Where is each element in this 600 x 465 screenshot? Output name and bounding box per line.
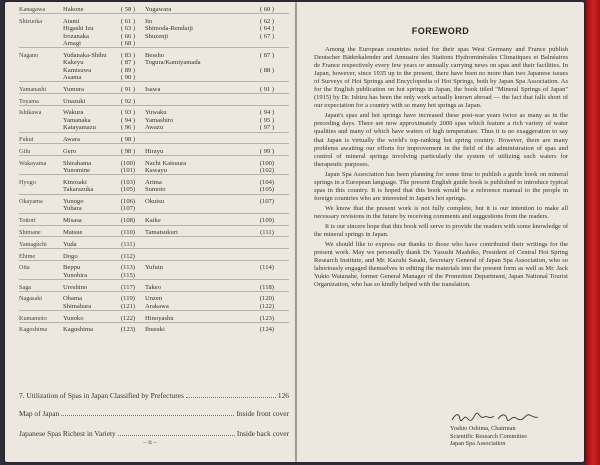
index-row — [19, 124, 289, 132]
index-row — [19, 67, 289, 74]
spa-page-number: (109) — [245, 213, 289, 225]
spa-page-number: (101) — [120, 167, 136, 175]
index-row — [19, 82, 289, 94]
spa-name: Okutsu — [145, 194, 245, 205]
spa-name: Amagi — [63, 40, 81, 48]
index-row — [19, 205, 289, 213]
index-row — [19, 33, 289, 40]
spa-page-number — [245, 132, 289, 144]
prefecture-name: Nagasaki — [19, 292, 63, 303]
prefecture-name: Shizuoka — [19, 14, 63, 25]
toc-item-map — [19, 409, 289, 418]
spa-page-number: ( 97 ) — [259, 124, 275, 132]
spa-name: Awara — [63, 132, 111, 144]
spa-name: Atami — [63, 14, 111, 25]
spa-page-number: ( 94 ) — [120, 116, 136, 124]
prefecture-name: Hyogo — [19, 175, 63, 186]
toc-item-7-page: 126 — [277, 391, 289, 400]
spa-page-number: ( 83 ) — [111, 48, 145, 59]
spa-name: Wakura — [63, 106, 111, 117]
spa-name: Matsue — [63, 225, 111, 237]
spa-page-number — [245, 94, 289, 106]
prefecture-name: Ishikawa — [19, 106, 63, 117]
spa-page-number: (105) — [259, 186, 275, 194]
spa-page-number — [245, 272, 289, 280]
left-page — [5, 2, 295, 462]
spa-name — [145, 272, 245, 280]
index-row — [19, 14, 289, 25]
spa-page-number: (103) — [111, 175, 145, 186]
spa-name: Irozanaka — [63, 32, 89, 40]
spa-name — [145, 249, 245, 261]
spa-page-number: (108) — [111, 213, 145, 225]
spa-name: Yugawara — [145, 6, 172, 13]
spa-page-number: (124) — [245, 323, 289, 334]
index-row — [19, 249, 289, 261]
spa-name: Kakeyu — [63, 59, 84, 67]
prefecture-name: Tottori — [19, 213, 63, 225]
spa-name: Sumoto — [145, 186, 166, 194]
index-row — [19, 261, 289, 272]
signer-committee: Scientific Research Committee — [450, 432, 527, 440]
spa-name: Kawayu — [145, 167, 167, 175]
spa-page-number: (106) — [111, 194, 145, 205]
spa-page-number: ( 58 ) — [120, 6, 136, 13]
prefecture-name — [19, 205, 63, 213]
spa-name — [145, 237, 245, 249]
spa-name — [145, 40, 245, 48]
spa-page-number — [245, 249, 289, 261]
foreword-title: FOREWORD — [411, 26, 470, 36]
spa-name — [145, 67, 245, 74]
spa-page-number — [245, 74, 289, 82]
toc-leader-dots — [186, 392, 276, 398]
spa-name: Shirahama — [63, 156, 111, 167]
spa-name — [145, 94, 245, 106]
prefecture-name: Okayama — [19, 194, 63, 205]
toc-japanese-page: Inside back cover — [236, 429, 289, 438]
index-row — [19, 25, 289, 32]
spa-name: Tamatsukuri — [145, 225, 245, 237]
index-row — [19, 213, 289, 225]
toc-japanese-label: Japanese Spas Richest in Variety — [19, 429, 116, 438]
index-row — [19, 48, 289, 59]
spa-page-number: ( 61 ) — [111, 14, 145, 25]
spa-page-number: (107) — [245, 194, 289, 205]
spa-name: Unazuki — [63, 94, 111, 106]
foreword-paragraph: We should like to express our thanks to those who have contributed their writings for the present work. May we personally thank Dr. Yasushi Mashiko, President of Central Hot Spring Research Institute, and Mr. Kazuhi Sasaki, Secretary General of Japan Spa Association, who so laboriously engaged themselves in editing the materials into the present form as well as Mr. Jack Yukio Watanabe, former General Manager of the Promotion Department, Japan National Tourist Organization, who has so kindly helped with the translation. — [314, 241, 568, 289]
prefecture-name: Yamaguchi — [19, 237, 63, 249]
spa-page-number: ( 63 ) — [120, 25, 136, 33]
prefecture-name: Wakayama — [19, 156, 63, 167]
spa-page-number: (107) — [120, 205, 136, 213]
prefecture-name — [19, 67, 63, 74]
index-row — [19, 94, 289, 106]
spa-page-number: ( 66 ) — [120, 32, 136, 40]
prefecture-name: Ehime — [19, 249, 63, 261]
index-row — [19, 156, 289, 167]
spa-page-number: ( 64 ) — [259, 25, 275, 33]
spa-page-number: ( 92 ) — [111, 94, 145, 106]
spa-name: Asama — [63, 74, 82, 82]
spa-name: Shimabara — [63, 302, 92, 310]
spa-name: Yunogo — [63, 194, 111, 205]
toc-leader-dots — [61, 410, 234, 416]
spa-name: Awazu — [145, 124, 164, 132]
prefecture-name — [19, 124, 63, 132]
prefecture-name: Yamanashi — [19, 82, 63, 94]
spa-name: Yuda — [63, 237, 111, 249]
spa-page-number: ( 67 ) — [259, 32, 275, 40]
red-cover-edge — [586, 0, 600, 465]
index-row — [19, 40, 289, 48]
spa-name: Misasa — [63, 213, 111, 225]
spa-page-number: ( 91 ) — [245, 82, 289, 94]
spa-page-number: (115) — [120, 271, 136, 279]
spa-name: Shimoda-Rendaiji — [145, 25, 193, 33]
spa-page-number: ( 90 ) — [120, 74, 136, 82]
spa-name: Yunomine — [63, 167, 91, 175]
spa-page-number: (118) — [245, 280, 289, 292]
spa-page-number: ( 88 ) — [259, 66, 275, 74]
spa-page-number: ( 87 ) — [120, 59, 136, 67]
spa-name: Yunoko — [63, 311, 111, 323]
spa-name — [145, 132, 245, 144]
prefecture-name — [19, 40, 63, 48]
index-row — [19, 225, 289, 237]
spa-name: Yudanaka-Shibu — [63, 48, 111, 59]
spa-page-number: (104) — [245, 175, 289, 186]
spa-page-number: (123) — [111, 323, 145, 334]
spa-page-number: ( 60 ) — [259, 6, 275, 13]
spa-page-number — [245, 237, 289, 249]
spa-name: Bessho — [145, 48, 245, 59]
prefecture-name — [19, 167, 63, 175]
spa-name: Hinoyashu — [145, 311, 245, 323]
spa-page-number: (117) — [111, 280, 145, 292]
prefecture-name: Fukui — [19, 132, 63, 144]
index-row — [19, 132, 289, 144]
spa-name: Togura/Kamiyamada — [145, 59, 201, 67]
spa-page-number: ( 96 ) — [120, 124, 136, 132]
spa-page-number: (114) — [245, 261, 289, 272]
spa-page-number: (111) — [245, 225, 289, 237]
spa-page-number: ( 99 ) — [245, 144, 289, 156]
foreword-paragraph: Among the European countries noted for their spas West Germany and France publish Deutscher Bäderkalender and Annuaire des Stations Hydrominérales Climatiques et Balnéaires de France respectively every few years or annually carrying news on spas and their facilities. In Japan, however, since 1935 up to the present, there have been no more than two Japanese issues of Surveys of Hot Springs and Encyclopedia of Hot Springs, both by Japan Spa Association. As for the English publication on hot springs in Japan, the book titled "Mineral Springs of Japan" (1915) by Dr. Ishizu has been the only work actually known abroad — the fact that falls short of our expectation for a country with so many hot springs as Japan. — [314, 46, 568, 110]
spa-name: Yubara — [63, 205, 82, 213]
prefecture-name: Kumamoto — [19, 311, 63, 323]
right-page — [297, 2, 584, 462]
toc-item-7 — [19, 391, 289, 400]
spa-name: Yunohira — [63, 271, 88, 279]
spa-page-number: ( 68 ) — [120, 40, 136, 48]
handwritten-signature — [450, 411, 560, 423]
spa-page-number: (102) — [259, 167, 275, 175]
prefecture-name: Shimane — [19, 225, 63, 237]
spa-name: Obama — [63, 292, 111, 303]
spa-name: Yamanaka — [63, 116, 91, 124]
spa-index-table — [19, 6, 289, 334]
signer-name: Yoshio Oshima, Chairman — [450, 425, 516, 432]
prefecture-name: Saga — [19, 280, 63, 292]
prefecture-name — [19, 33, 63, 40]
index-row — [19, 311, 289, 323]
index-row — [19, 237, 289, 249]
spa-page-number: ( 94 ) — [245, 106, 289, 117]
spa-page-number: (113) — [111, 261, 145, 272]
index-row — [19, 303, 289, 311]
spa-page-number: (100) — [111, 156, 145, 167]
spa-page-number: ( 89 ) — [120, 66, 136, 74]
toc-map-label: Map of Japan — [19, 409, 60, 418]
index-row — [19, 74, 289, 82]
index-row — [19, 292, 289, 303]
spa-name: Beppu — [63, 261, 111, 272]
prefecture-name — [19, 25, 63, 32]
spa-name: Higashi Izu — [63, 25, 94, 33]
signer-organization: Japan Spa Association — [450, 440, 506, 448]
spa-name: Kinosaki — [63, 175, 111, 186]
spa-page-number: (112) — [111, 249, 145, 261]
toc-map-page: Inside front cover — [236, 409, 289, 418]
prefecture-name — [19, 303, 63, 311]
spa-page-number — [245, 59, 289, 66]
spa-page-number: (100) — [245, 156, 289, 167]
spa-page-number: (105) — [120, 186, 136, 194]
left-page-number: – ii – — [143, 439, 157, 446]
spa-index-body — [19, 6, 289, 334]
spa-name: Kagoshima — [63, 323, 111, 334]
spa-name: Gero — [63, 144, 111, 156]
spa-page-number: ( 98 ) — [111, 132, 145, 144]
spa-name: Takarazuka — [63, 186, 94, 194]
foreword-paragraph: It is our sincere hope that this book will serve to provide the readers with some knowledge of the mineral springs in Japan. — [314, 222, 568, 239]
index-row — [19, 106, 289, 117]
prefecture-name — [19, 59, 63, 66]
spa-page-number: (122) — [111, 311, 145, 323]
prefecture-name: Kagoshima — [19, 323, 63, 334]
spa-page-number: (123) — [245, 311, 289, 323]
toc-item-7-label: 7. Utilization of Spas in Japan Classified by Prefectures — [19, 391, 184, 400]
index-row — [19, 59, 289, 66]
index-row — [19, 186, 289, 194]
spa-name: Katayamazu — [63, 124, 96, 132]
spa-name: Ito — [145, 14, 245, 25]
spa-page-number: (121) — [120, 302, 136, 310]
index-row — [19, 144, 289, 156]
prefecture-name — [19, 186, 63, 194]
spa-name: Yuwaku — [145, 106, 245, 117]
spa-page-number: ( 98 ) — [111, 144, 145, 156]
spa-page-number: ( 93 ) — [111, 106, 145, 117]
spa-page-number — [245, 205, 289, 213]
spa-name: Unzen — [145, 292, 245, 303]
prefecture-name — [19, 117, 63, 124]
index-row — [19, 175, 289, 186]
spa-page-number: ( 91 ) — [111, 82, 145, 94]
spa-page-number: ( 95 ) — [259, 116, 275, 124]
spa-page-number: (122) — [259, 302, 275, 310]
toc-item-japanese-spas — [19, 429, 289, 438]
spa-name: Arima — [145, 175, 245, 186]
spa-name: Ureshino — [63, 280, 111, 292]
spa-name: Yumura — [63, 82, 111, 94]
spa-page-number — [245, 40, 289, 48]
spa-name — [145, 205, 245, 213]
spa-name: Dogo — [63, 249, 111, 261]
prefecture-name: Gifu — [19, 144, 63, 156]
prefecture-name: Oita — [19, 261, 63, 272]
prefecture-name: Nagano — [19, 48, 63, 59]
index-row — [19, 194, 289, 205]
spa-page-number: (110) — [111, 225, 145, 237]
toc-leader-dots — [118, 430, 235, 436]
prefecture-name — [19, 272, 63, 280]
spa-page-number: ( 62 ) — [245, 14, 289, 25]
spa-name: Kaike — [145, 213, 245, 225]
spa-name: Shuzenji — [145, 32, 169, 40]
spa-page-number: (111) — [111, 237, 145, 249]
index-row — [19, 6, 289, 14]
prefecture-name: Kanagawa — [19, 6, 46, 13]
spa-name: Nachi Katsuura — [145, 156, 245, 167]
foreword-paragraph: Japan's spas and hot springs have increased these post-war years twice as many as in the preceding days. There are now approximately 2000 spas which feature a rich variety of water qualities and many of which have waters of high temperature. Thus it is no exaggeration to say that Japan is virtually the world's top-ranking hot spring country. However, there are many problems awaiting our efforts for improvement in the field of the administration of spas and control of mineral springs involving particularly the system of utilizing such waters for therapeutic purposes. — [314, 112, 568, 168]
spa-name: Yamashiro — [145, 116, 174, 124]
spa-page-number: ( 87 ) — [245, 48, 289, 59]
spa-page-number: (120) — [245, 292, 289, 303]
index-row — [19, 272, 289, 280]
signer-block — [450, 425, 575, 448]
spa-name: Isawa — [145, 82, 245, 94]
index-row — [19, 323, 289, 334]
index-row — [19, 117, 289, 124]
index-row — [19, 280, 289, 292]
index-row — [19, 167, 289, 175]
spa-name: Arakawa — [145, 302, 169, 310]
prefecture-name — [19, 74, 63, 82]
spa-name: Ibusuki — [145, 323, 245, 334]
spa-name: Takeo — [145, 280, 245, 292]
foreword-paragraph: We know that the present work is not fully complete, but it is our intention to make all necessary revisions in the future by receiving comments and suggestions from the readers. — [314, 204, 568, 220]
foreword-paragraph: Japan Spa Association has been planning for some time to publish a guide book on mineral springs in a European language. The present English guide book is published to introduce typical spas in this country. It is hoped that this book would be a reference manual to the people in foreign countries who are interested in Japan's hot springs. — [314, 170, 568, 202]
spa-name: Yufuin — [145, 261, 245, 272]
spa-name: Kamisuwa — [63, 66, 92, 74]
prefecture-name: Toyama — [19, 94, 63, 106]
spa-name: Hirayu — [145, 144, 245, 156]
spa-name: Hakone — [63, 6, 84, 13]
spa-name — [145, 74, 245, 82]
spa-page-number: (119) — [111, 292, 145, 303]
foreword-body — [314, 46, 568, 291]
